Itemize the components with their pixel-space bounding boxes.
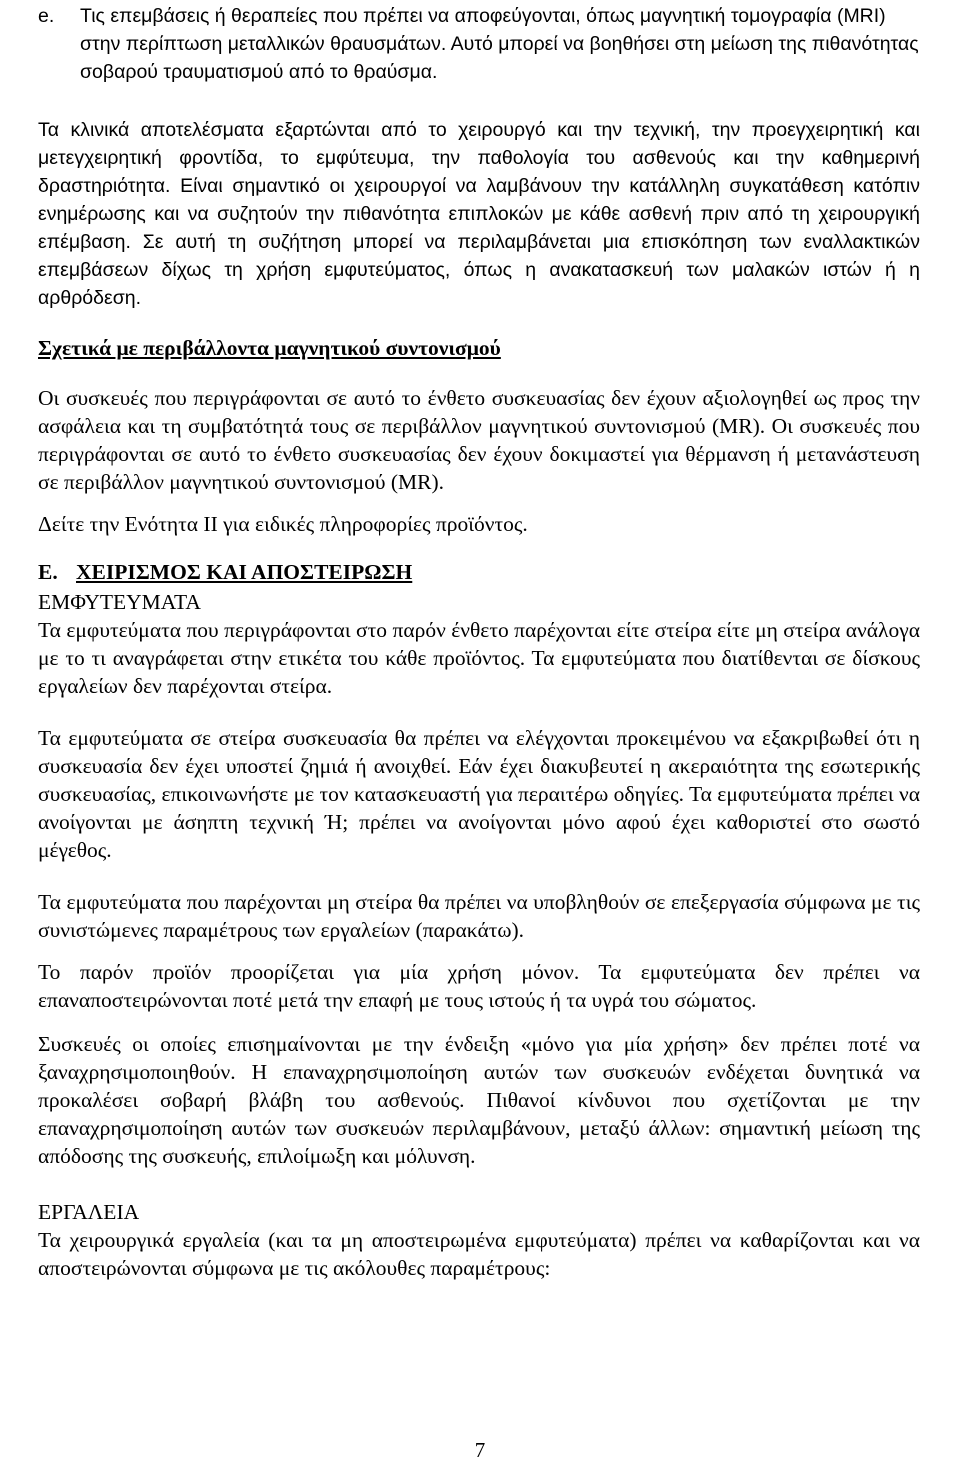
mr-environment-paragraph: Οι συσκευές που περιγράφονται σε αυτό το ένθετο συσκευασίας δεν έχουν αξιολογηθεί ως προς την ασφάλεια και τη συμβατότητά τους σε περιβάλλον μαγνητικού συντονισμού (MR). Οι συσκευές που περιγράφονται σε αυτό το ένθετο συσκευασίας δεν έχουν δοκιμαστεί για θέρμανση ή μετανάστευση σε περιβάλλον μαγνητικού συντονισμού (MR). [38, 386, 920, 494]
implants-paragraph-3: Τα εμφυτεύματα που παρέχονται μη στείρα θα πρέπει να υποβληθούν σε επεξεργασία σύμφωνα με τις συνιστώμενες παραμέτρους των εργαλείων (παρακάτω). [38, 890, 920, 942]
document-page [38, 0, 920, 1282]
page-number: 7 [474, 1438, 486, 1462]
implants-paragraph-2: Τα εμφυτεύματα σε στείρα συσκευασία θα πρέπει να ελέγχονται προκειμένου να εξακριβωθεί ότι η συσκευασία δεν έχει υποστεί ζημιά ή ανοιχθεί. Εάν έχει διακυβευτεί η ακεραιότητα της εσωτερικής συσκευασίας, επικοινωνήστε με τον κατασκευαστή για περαιτέρω οδηγίες. Τα εμφυτεύματα πρέπει να ανοίγονται με άσηπτη τεχνική Ή; πρέπει να ανοίγονται μόνο αφού έχει καθοριστεί στο σωστό μέγεθος. [38, 726, 920, 862]
list-item-e [38, 2, 920, 86]
section-number: E. [38, 560, 58, 584]
mr-environment-heading: Σχετικά με περιβάλλοντα μαγνητικού συντονισμού [38, 336, 501, 360]
implants-paragraph-1: Τα εμφυτεύματα που περιγράφονται στο παρόν ένθετο παρέχονται είτε στείρα είτε μη στείρα ανάλογα με το τι αναγράφεται στην ετικέτα του κάθε προϊόντος. Τα εμφυτεύματα που διατίθενται σε δίσκους εργαλείων δεν παρέχονται στείρα. [38, 618, 920, 698]
implants-paragraph-4: Το παρόν προϊόν προορίζεται για μία χρήση μόνον. Τα εμφυτεύματα δεν πρέπει να επαναποστειρώνονται ποτέ μετά την επαφή με τους ιστούς ή τα υγρά του σώματος. [38, 960, 920, 1012]
see-section-note: Δείτε την Ενότητα II για ειδικές πληροφορίες προϊόντος. [38, 512, 528, 536]
instruments-paragraph-1: Τα χειρουργικά εργαλεία (και τα μη αποστειρωμένα εμφυτεύματα) πρέπει να καθαρίζονται και να αποστειρώνονται σύμφωνα με τις ακόλουθες παραμέτρους: [38, 1228, 920, 1280]
clinical-results-paragraph: Τα κλινικά αποτελέσματα εξαρτώνται από το χειρουργό και την τεχνική, την προεγχειρητική και μετεγχειρητική φροντίδα, το εμφύτευμα, την παθολογία του ασθενούς και την καθημερινή δραστηριότητα. Είναι σημαντικό οι χειρουργοί να λαμβάνουν την κατάλληλη συγκατάθεση κατόπιν ενημέρωσης και να συζητούν την πιθανότητα επιπλοκών με κάθε ασθενή πριν από τη χειρουργική επέμβαση. Σε αυτή τη συζήτηση μπορεί να περιλαμβάνεται μια επισκόπηση των εναλλακτικών επεμβάσεων δίχως τη χρήση εμφυτεύματος, όπως η ανακατασκευή των μαλακών ιστών ή η αρθρόδεση. [38, 119, 920, 309]
section-title: ΧΕΙΡΙΣΜΟΣ ΚΑΙ ΑΠΟΣΤΕΙΡΩΣΗ [76, 560, 413, 584]
list-item-text: Τις επεμβάσεις ή θεραπείες που πρέπει να αποφεύγονται, όπως μαγνητική τομογραφία (MRI) στην περίπτωση μεταλλικών θραυσμάτων. Αυτό μπορεί να βοηθήσει στη μείωση της πιθανότητας σοβαρού τραυματισμού από το θραύσμα. [80, 5, 919, 83]
implants-heading: ΕΜΦΥΤΕΥΜΑΤΑ [38, 590, 201, 614]
list-marker: e. [38, 5, 55, 27]
section-e-heading [38, 558, 920, 586]
implants-paragraph-5: Συσκευές οι οποίες επισημαίνονται με την ένδειξη «μόνο για μία χρήση» δεν πρέπει ποτέ να ξαναχρησιμοποιηθούν. Η επαναχρησιμοποίηση αυτών των συσκευών ενδέχεται δυνητικά να προκαλέσει σοβαρή βλάβη του ασθενούς. Πιθανοί κίνδυνοι που σχετίζονται με την επαναχρησιμοποίηση αυτών των συσκευών περιλαμβάνουν, μεταξύ άλλων: σημαντική μείωση της απόδοσης της συσκευής, επιλοίμωξη και μόλυνση. [38, 1032, 920, 1168]
instruments-heading: ΕΡΓΑΛΕΙΑ [38, 1200, 140, 1224]
